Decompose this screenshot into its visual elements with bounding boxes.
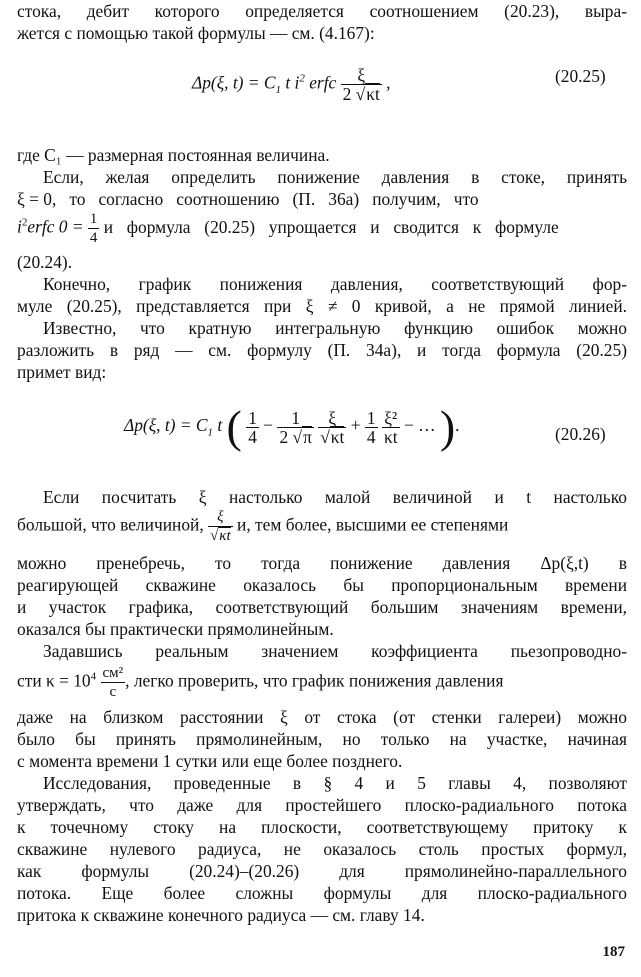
text-line: и участок графика, соответствующий большим значениям времени, <box>17 597 627 617</box>
eq-func: erfc <box>304 72 341 93</box>
frac-den: 2 √κt <box>342 84 380 104</box>
text-line: и формула (20.25) упрощается и сводится к формуле <box>103 216 559 237</box>
text-line: Конечно, график понижения давления, соответствующий фор- <box>43 274 627 294</box>
equation-number: (20.26) <box>555 424 606 444</box>
text-line: было бы принять прямолинейным, но только на участке, начиная <box>17 729 627 749</box>
page-number: 187 <box>602 944 625 960</box>
text-line: Задавшись реальным значением коэффициента пьезопроводно- <box>43 641 627 661</box>
text-line: утверждать, что даже для простейшего плоско-радиального потока <box>17 795 627 815</box>
text-line: потока. Еще более сложны формулы для плоско-радиального <box>17 883 627 903</box>
text-line: даже на близком расстоянии ξ от стока (от стенки галереи) можно <box>17 707 627 727</box>
text-line: примет вид: <box>17 362 107 382</box>
inline-formula-line: $i^2erfc$ 0 = $\frac{1}{4}$ и формула (20.25) упрощается и сводится к формуле <box>17 211 559 246</box>
inline-formula-line: сти $\kappa = 10^4$ $\frac{\text{см²}}{с}$ , легко проверить, что график понижения давления <box>17 665 504 700</box>
inline-formula-line: большой, что величиной, $\frac{\xi}{√\kappa t}$ и, тем более, высшими ее степенями <box>17 509 509 544</box>
text-line: Известно, что кратную интегральную функцию ошибок можно <box>43 318 627 338</box>
text-line: реагирующей скважине оказалось бы пропорциональным времени <box>17 575 627 595</box>
text-line: как формулы (20.24)–(20.26) для прямолинейно-параллельного <box>17 861 627 881</box>
eq-lhs: Δp(ξ, t) = C <box>192 72 276 93</box>
text-line: Если, желая определить понижение давления в стоке, принять <box>43 167 627 187</box>
text-line: муле (20.25), представляется при ξ ≠ 0 кривой, а не прямой линией. <box>17 296 627 316</box>
text-line: жется с помощью такой формулы — см. (4.167): <box>17 23 375 43</box>
equation-number: (20.25) <box>555 66 606 86</box>
text-line: разложить в ряд — см. формулу (П. 34а), и тогда формула (20.25) <box>17 340 627 360</box>
eq-fraction <box>341 66 382 103</box>
frac-num: ξ <box>341 66 382 85</box>
eq-tail: , <box>381 72 391 93</box>
text-line: ξ = 0, то согласно соотношению (П. 36а) получим, что <box>17 189 479 209</box>
equation-20-25 <box>192 66 391 103</box>
text-line: притока к скважине конечного радиуса — см. главу 14. <box>17 905 425 925</box>
eq-sup: 2 <box>299 72 305 85</box>
text-line: (20.24). <box>17 252 73 272</box>
eq-mid: t i <box>281 72 300 93</box>
text-line: можно пренебречь, то тогда понижение давления Δp(ξ,t) в <box>17 553 627 573</box>
text-line: оказался бы практически прямолинейным. <box>17 619 334 639</box>
text-line: где C₁ — размерная постоянная величина. <box>17 145 330 165</box>
text-line: к точечному стоку на плоскости, соответствующему притоку к <box>17 817 627 837</box>
text-line: Исследования, проведенные в § 4 и 5 главы 4, позволяют <box>43 773 627 793</box>
eq-sub: 1 <box>275 83 281 96</box>
text-line: Если посчитать ξ настолько малой величиной и t настолько <box>43 487 627 507</box>
text-line: с момента времени 1 сутки или еще более позднего. <box>17 751 403 771</box>
equation-20-26: Δp(ξ, $t) = C_1$ t ( $\frac{1}{4}$ − $\frac{1}{2 √\pi}$ $\frac{\xi}{√\kappa t}$ + $\frac{1}{4}$ $\frac{\text{ξ²}}{\kappa t}$ − … ). <box>124 401 460 452</box>
text-line: стока, дебит которого определяется соотношением (20.23), выра- <box>17 1 627 21</box>
text-line: скважине нулевого радиуса, не оказалось столь простых формул, <box>17 839 627 859</box>
